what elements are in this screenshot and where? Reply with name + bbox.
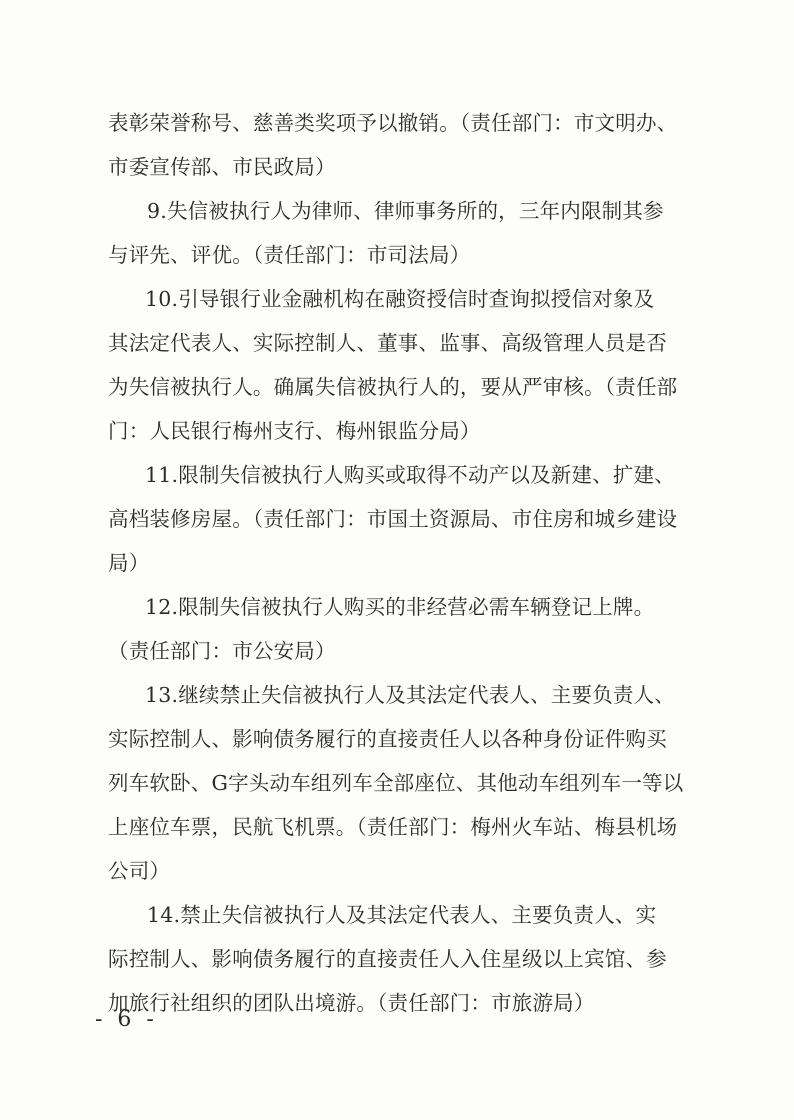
item-13-line-4: 上座位车票，民航飞机票。（责任部门：梅州火车站、梅县机场 (108, 815, 678, 839)
item-13-line-5: 公司） (108, 859, 171, 883)
item-9-line-1: 9.失信被执行人为律师、律师事务所的，三年内限制其参 (147, 199, 664, 223)
item-14-line-1: 14.禁止失信被执行人及其法定代表人、主要负责人、实 (147, 903, 657, 927)
item-10-line-4: 门：人民银行梅州支行、梅州银监分局） (108, 419, 481, 443)
text-line-1: 表彰荣誉称号、慈善类奖项予以撤销。（责任部门：市文明办、 (108, 111, 678, 135)
item-11-line-1: 11.限制失信被执行人购买或取得不动产以及新建、扩建、 (145, 463, 676, 487)
item-14-line-2: 际控制人、影响债务履行的直接责任人入住星级以上宾馆、参 (108, 947, 667, 971)
item-13-line-2: 实际控制人、影响债务履行的直接责任人以各种身份证件购买 (108, 727, 667, 751)
item-10-line-2: 其法定代表人、实际控制人、董事、监事、高级管理人员是否 (108, 331, 667, 355)
item-13-line-3: 列车软卧、G字头动车组列车全部座位、其他动车组列车一等以 (108, 771, 684, 795)
item-10-line-1: 10.引导银行业金融机构在融资授信时查询拟授信对象及 (145, 287, 655, 311)
text-line-2: 市委宣传部、市民政局） (108, 155, 336, 179)
item-9-line-2: 与评先、评优。（责任部门：市司法局） (108, 243, 471, 267)
item-12-line-1: 12.限制失信被执行人购买的非经营必需车辆登记上牌。 (145, 595, 655, 619)
item-14-line-3: 加旅行社组织的团队出境游。（责任部门：市旅游局） (108, 991, 595, 1015)
item-12-line-2: （责任部门：市公安局） (108, 639, 336, 663)
item-11-line-3: 局） (108, 551, 150, 575)
item-13-line-1: 13.继续禁止失信被执行人及其法定代表人、主要负责人、 (145, 683, 676, 707)
item-11-line-2: 高档装修房屋。（责任部门：市国土资源局、市住房和城乡建设 (108, 507, 678, 531)
item-10-line-3: 为失信被执行人。确属失信被执行人的，要从严审核。（责任部 (108, 375, 678, 399)
page-number: - 6 - (95, 1007, 158, 1032)
